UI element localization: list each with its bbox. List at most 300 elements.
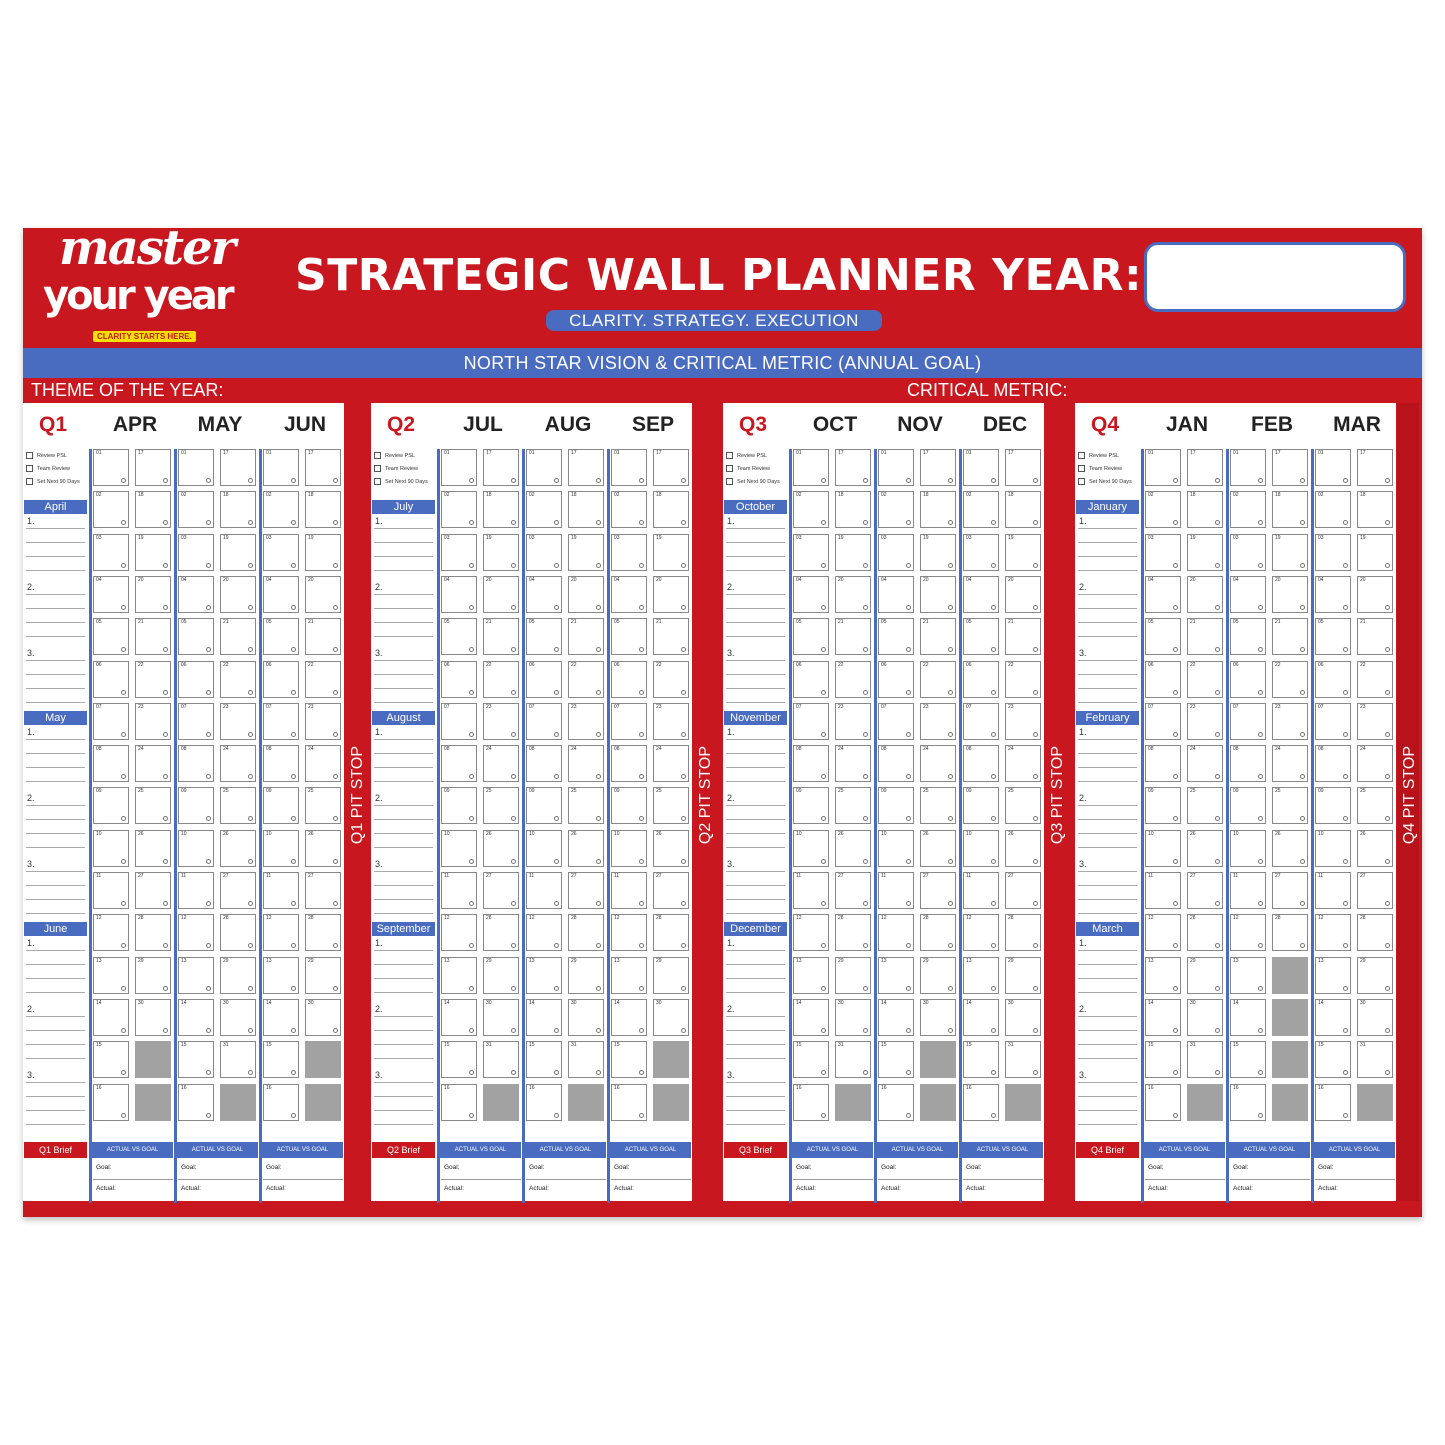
day-cell[interactable] <box>878 661 914 698</box>
day-cell[interactable] <box>93 576 129 613</box>
day-circle[interactable] <box>1343 986 1348 991</box>
day-cell[interactable] <box>1145 872 1181 909</box>
day-circle[interactable] <box>863 816 868 821</box>
day-cell[interactable] <box>526 830 562 867</box>
day-circle[interactable] <box>248 1070 253 1075</box>
day-cell[interactable] <box>1230 830 1266 867</box>
day-cell[interactable] <box>526 534 562 571</box>
day-cell[interactable] <box>220 957 256 994</box>
day-circle[interactable] <box>469 520 474 525</box>
day-circle[interactable] <box>206 1113 211 1118</box>
day-cell[interactable] <box>793 661 829 698</box>
day-circle[interactable] <box>1343 732 1348 737</box>
day-circle[interactable] <box>1343 1113 1348 1118</box>
day-circle[interactable] <box>1300 690 1305 695</box>
day-cell[interactable] <box>263 830 299 867</box>
day-cell[interactable] <box>1230 491 1266 528</box>
day-cell[interactable] <box>920 618 956 655</box>
checklist-item[interactable] <box>372 475 435 488</box>
day-circle[interactable] <box>681 563 686 568</box>
day-cell[interactable] <box>1315 830 1351 867</box>
day-cell[interactable] <box>653 787 689 824</box>
day-circle[interactable] <box>821 816 826 821</box>
day-circle[interactable] <box>206 816 211 821</box>
day-cell[interactable] <box>611 957 647 994</box>
day-circle[interactable] <box>681 605 686 610</box>
day-cell[interactable] <box>1005 999 1041 1036</box>
day-cell[interactable] <box>1315 957 1351 994</box>
day-circle[interactable] <box>291 816 296 821</box>
day-circle[interactable] <box>863 690 868 695</box>
goal-entry[interactable] <box>372 580 435 646</box>
day-cell[interactable] <box>1187 534 1223 571</box>
day-cell[interactable] <box>878 618 914 655</box>
day-circle[interactable] <box>163 1028 168 1033</box>
day-circle[interactable] <box>863 943 868 948</box>
day-cell[interactable] <box>1005 576 1041 613</box>
day-circle[interactable] <box>596 901 601 906</box>
day-circle[interactable] <box>639 774 644 779</box>
day-circle[interactable] <box>121 478 126 483</box>
day-cell[interactable] <box>920 999 956 1036</box>
day-cell[interactable] <box>1187 618 1223 655</box>
goal-entry[interactable] <box>24 936 87 1002</box>
day-cell[interactable] <box>611 661 647 698</box>
day-circle[interactable] <box>554 690 559 695</box>
day-circle[interactable] <box>821 732 826 737</box>
goal-line[interactable] <box>93 1179 173 1180</box>
day-cell[interactable] <box>1272 661 1308 698</box>
day-cell[interactable] <box>835 787 871 824</box>
day-cell[interactable] <box>441 745 477 782</box>
day-cell[interactable] <box>1187 999 1223 1036</box>
day-circle[interactable] <box>906 520 911 525</box>
day-cell[interactable] <box>1315 576 1351 613</box>
day-circle[interactable] <box>863 1028 868 1033</box>
day-cell[interactable] <box>611 618 647 655</box>
day-circle[interactable] <box>1215 690 1220 695</box>
day-circle[interactable] <box>333 859 338 864</box>
day-cell[interactable] <box>1187 491 1223 528</box>
goal-line[interactable] <box>1230 1179 1310 1180</box>
day-circle[interactable] <box>1300 943 1305 948</box>
day-circle[interactable] <box>991 1028 996 1033</box>
day-circle[interactable] <box>1300 859 1305 864</box>
day-cell[interactable] <box>793 576 829 613</box>
day-circle[interactable] <box>248 859 253 864</box>
day-cell[interactable] <box>793 1041 829 1078</box>
day-cell[interactable] <box>963 1084 999 1121</box>
day-circle[interactable] <box>863 605 868 610</box>
day-cell[interactable] <box>1005 1041 1041 1078</box>
day-circle[interactable] <box>1385 943 1390 948</box>
goal-entry[interactable] <box>1076 725 1139 791</box>
day-cell[interactable] <box>305 534 341 571</box>
day-circle[interactable] <box>1173 1070 1178 1075</box>
day-circle[interactable] <box>1173 943 1178 948</box>
day-circle[interactable] <box>333 901 338 906</box>
day-circle[interactable] <box>291 690 296 695</box>
checklist-item[interactable] <box>372 449 435 462</box>
day-circle[interactable] <box>1173 563 1178 568</box>
day-cell[interactable] <box>568 999 604 1036</box>
day-cell[interactable] <box>920 872 956 909</box>
day-circle[interactable] <box>511 943 516 948</box>
day-cell[interactable] <box>920 830 956 867</box>
day-cell[interactable] <box>835 1041 871 1078</box>
day-circle[interactable] <box>906 1113 911 1118</box>
day-circle[interactable] <box>596 563 601 568</box>
day-circle[interactable] <box>1258 732 1263 737</box>
day-cell[interactable] <box>793 703 829 740</box>
day-cell[interactable] <box>263 787 299 824</box>
day-circle[interactable] <box>639 816 644 821</box>
day-circle[interactable] <box>1385 605 1390 610</box>
day-cell[interactable] <box>1230 449 1266 486</box>
day-cell[interactable] <box>568 830 604 867</box>
day-circle[interactable] <box>596 859 601 864</box>
day-circle[interactable] <box>1258 774 1263 779</box>
day-circle[interactable] <box>511 859 516 864</box>
goal-entry[interactable] <box>724 725 787 791</box>
day-cell[interactable] <box>93 449 129 486</box>
day-circle[interactable] <box>121 1113 126 1118</box>
day-cell[interactable] <box>793 534 829 571</box>
day-cell[interactable] <box>920 449 956 486</box>
goal-entry[interactable] <box>372 791 435 857</box>
goal-entry[interactable] <box>24 514 87 580</box>
day-circle[interactable] <box>906 732 911 737</box>
day-cell[interactable] <box>835 830 871 867</box>
goal-entry[interactable] <box>1076 1068 1139 1134</box>
day-cell[interactable] <box>1145 534 1181 571</box>
day-circle[interactable] <box>906 816 911 821</box>
day-cell[interactable] <box>526 745 562 782</box>
goal-entry[interactable] <box>1076 514 1139 580</box>
day-cell[interactable] <box>178 491 214 528</box>
day-circle[interactable] <box>596 478 601 483</box>
day-cell[interactable] <box>963 1041 999 1078</box>
day-circle[interactable] <box>1215 774 1220 779</box>
goal-line[interactable] <box>178 1179 258 1180</box>
day-circle[interactable] <box>554 605 559 610</box>
day-cell[interactable] <box>878 872 914 909</box>
day-cell[interactable] <box>653 914 689 951</box>
day-circle[interactable] <box>511 816 516 821</box>
day-circle[interactable] <box>863 1070 868 1075</box>
day-circle[interactable] <box>1215 605 1220 610</box>
day-cell[interactable] <box>178 999 214 1036</box>
goal-line[interactable] <box>1315 1179 1395 1180</box>
day-cell[interactable] <box>611 1041 647 1078</box>
day-circle[interactable] <box>863 986 868 991</box>
day-circle[interactable] <box>1173 478 1178 483</box>
day-cell[interactable] <box>178 703 214 740</box>
day-cell[interactable] <box>1005 914 1041 951</box>
day-circle[interactable] <box>511 690 516 695</box>
day-circle[interactable] <box>1385 478 1390 483</box>
day-cell[interactable] <box>526 999 562 1036</box>
day-cell[interactable] <box>305 449 341 486</box>
goal-entry[interactable] <box>1076 857 1139 923</box>
day-cell[interactable] <box>653 534 689 571</box>
day-cell[interactable] <box>568 1041 604 1078</box>
day-cell[interactable] <box>1357 957 1393 994</box>
day-cell[interactable] <box>1272 787 1308 824</box>
day-circle[interactable] <box>639 690 644 695</box>
day-cell[interactable] <box>441 449 477 486</box>
day-circle[interactable] <box>469 859 474 864</box>
day-circle[interactable] <box>681 816 686 821</box>
day-cell[interactable] <box>835 872 871 909</box>
day-cell[interactable] <box>1145 914 1181 951</box>
day-cell[interactable] <box>178 534 214 571</box>
day-cell[interactable] <box>135 787 171 824</box>
day-cell[interactable] <box>878 449 914 486</box>
day-circle[interactable] <box>163 816 168 821</box>
goal-entry[interactable] <box>724 936 787 1002</box>
day-cell[interactable] <box>793 957 829 994</box>
day-circle[interactable] <box>333 690 338 695</box>
goal-entry[interactable] <box>24 580 87 646</box>
day-cell[interactable] <box>963 491 999 528</box>
day-cell[interactable] <box>1230 914 1266 951</box>
day-cell[interactable] <box>1272 872 1308 909</box>
day-circle[interactable] <box>206 690 211 695</box>
day-cell[interactable] <box>835 999 871 1036</box>
day-circle[interactable] <box>1385 520 1390 525</box>
day-cell[interactable] <box>305 745 341 782</box>
day-circle[interactable] <box>639 901 644 906</box>
day-circle[interactable] <box>469 1113 474 1118</box>
day-circle[interactable] <box>1215 943 1220 948</box>
day-cell[interactable] <box>568 872 604 909</box>
day-cell[interactable] <box>920 661 956 698</box>
goal-entry[interactable] <box>372 514 435 580</box>
day-cell[interactable] <box>135 449 171 486</box>
day-circle[interactable] <box>333 816 338 821</box>
day-circle[interactable] <box>163 520 168 525</box>
day-cell[interactable] <box>1315 661 1351 698</box>
day-circle[interactable] <box>248 605 253 610</box>
checklist-item[interactable] <box>724 462 787 475</box>
day-circle[interactable] <box>1343 605 1348 610</box>
day-circle[interactable] <box>333 520 338 525</box>
day-cell[interactable] <box>835 745 871 782</box>
day-cell[interactable] <box>1145 449 1181 486</box>
day-cell[interactable] <box>920 957 956 994</box>
day-cell[interactable] <box>178 661 214 698</box>
day-circle[interactable] <box>1258 605 1263 610</box>
day-cell[interactable] <box>263 491 299 528</box>
day-cell[interactable] <box>611 999 647 1036</box>
goal-entry[interactable] <box>724 580 787 646</box>
day-circle[interactable] <box>1033 520 1038 525</box>
day-circle[interactable] <box>1343 943 1348 948</box>
day-cell[interactable] <box>220 830 256 867</box>
day-cell[interactable] <box>653 491 689 528</box>
day-cell[interactable] <box>1315 618 1351 655</box>
day-circle[interactable] <box>554 520 559 525</box>
day-cell[interactable] <box>793 787 829 824</box>
day-circle[interactable] <box>248 563 253 568</box>
day-circle[interactable] <box>863 901 868 906</box>
day-cell[interactable] <box>1315 872 1351 909</box>
day-circle[interactable] <box>948 732 953 737</box>
day-circle[interactable] <box>121 647 126 652</box>
day-cell[interactable] <box>1315 534 1351 571</box>
day-circle[interactable] <box>991 943 996 948</box>
day-cell[interactable] <box>1145 957 1181 994</box>
day-circle[interactable] <box>906 605 911 610</box>
day-circle[interactable] <box>948 563 953 568</box>
day-circle[interactable] <box>681 859 686 864</box>
day-cell[interactable] <box>568 703 604 740</box>
day-cell[interactable] <box>93 830 129 867</box>
day-cell[interactable] <box>1005 661 1041 698</box>
day-circle[interactable] <box>248 732 253 737</box>
day-cell[interactable] <box>441 787 477 824</box>
day-cell[interactable] <box>963 999 999 1036</box>
day-cell[interactable] <box>220 872 256 909</box>
day-cell[interactable] <box>568 661 604 698</box>
day-circle[interactable] <box>948 774 953 779</box>
day-circle[interactable] <box>1300 732 1305 737</box>
day-cell[interactable] <box>1187 872 1223 909</box>
day-circle[interactable] <box>1033 563 1038 568</box>
day-cell[interactable] <box>483 787 519 824</box>
day-circle[interactable] <box>511 901 516 906</box>
day-circle[interactable] <box>469 1028 474 1033</box>
checklist-item[interactable] <box>1076 475 1139 488</box>
day-cell[interactable] <box>653 957 689 994</box>
day-circle[interactable] <box>469 690 474 695</box>
day-circle[interactable] <box>863 732 868 737</box>
day-cell[interactable] <box>793 745 829 782</box>
day-circle[interactable] <box>1385 986 1390 991</box>
day-circle[interactable] <box>1173 986 1178 991</box>
day-cell[interactable] <box>878 914 914 951</box>
day-circle[interactable] <box>206 1070 211 1075</box>
day-cell[interactable] <box>1230 872 1266 909</box>
day-cell[interactable] <box>1230 576 1266 613</box>
day-circle[interactable] <box>1258 1028 1263 1033</box>
day-cell[interactable] <box>1145 830 1181 867</box>
goal-entry[interactable] <box>1076 791 1139 857</box>
day-cell[interactable] <box>178 872 214 909</box>
day-circle[interactable] <box>554 816 559 821</box>
day-cell[interactable] <box>1005 872 1041 909</box>
day-circle[interactable] <box>596 943 601 948</box>
day-cell[interactable] <box>1230 1084 1266 1121</box>
day-cell[interactable] <box>1357 787 1393 824</box>
day-circle[interactable] <box>163 859 168 864</box>
day-circle[interactable] <box>596 605 601 610</box>
day-cell[interactable] <box>1230 1041 1266 1078</box>
day-cell[interactable] <box>568 745 604 782</box>
day-cell[interactable] <box>963 576 999 613</box>
day-cell[interactable] <box>1315 703 1351 740</box>
day-cell[interactable] <box>483 914 519 951</box>
day-cell[interactable] <box>1187 830 1223 867</box>
day-circle[interactable] <box>821 605 826 610</box>
day-circle[interactable] <box>469 1070 474 1075</box>
day-cell[interactable] <box>135 745 171 782</box>
day-cell[interactable] <box>220 449 256 486</box>
day-circle[interactable] <box>248 647 253 652</box>
day-cell[interactable] <box>963 914 999 951</box>
day-circle[interactable] <box>1033 943 1038 948</box>
day-cell[interactable] <box>135 999 171 1036</box>
day-cell[interactable] <box>263 914 299 951</box>
day-cell[interactable] <box>611 534 647 571</box>
day-cell[interactable] <box>441 534 477 571</box>
day-circle[interactable] <box>1033 816 1038 821</box>
day-circle[interactable] <box>906 986 911 991</box>
day-cell[interactable] <box>1005 787 1041 824</box>
day-cell[interactable] <box>611 745 647 782</box>
day-cell[interactable] <box>178 914 214 951</box>
day-circle[interactable] <box>554 901 559 906</box>
goal-line[interactable] <box>611 1179 691 1180</box>
day-circle[interactable] <box>821 690 826 695</box>
day-cell[interactable] <box>220 999 256 1036</box>
day-cell[interactable] <box>526 576 562 613</box>
day-circle[interactable] <box>511 1070 516 1075</box>
day-cell[interactable] <box>1272 914 1308 951</box>
day-cell[interactable] <box>178 745 214 782</box>
day-cell[interactable] <box>920 576 956 613</box>
day-cell[interactable] <box>93 703 129 740</box>
day-circle[interactable] <box>163 986 168 991</box>
day-circle[interactable] <box>469 732 474 737</box>
day-circle[interactable] <box>1033 1070 1038 1075</box>
day-circle[interactable] <box>121 986 126 991</box>
goal-entry[interactable] <box>24 1002 87 1068</box>
day-cell[interactable] <box>653 703 689 740</box>
day-circle[interactable] <box>121 563 126 568</box>
day-circle[interactable] <box>206 859 211 864</box>
day-cell[interactable] <box>178 957 214 994</box>
day-circle[interactable] <box>821 943 826 948</box>
day-cell[interactable] <box>1230 957 1266 994</box>
day-circle[interactable] <box>1343 901 1348 906</box>
day-cell[interactable] <box>963 703 999 740</box>
day-cell[interactable] <box>793 830 829 867</box>
day-circle[interactable] <box>291 732 296 737</box>
day-cell[interactable] <box>220 534 256 571</box>
day-cell[interactable] <box>835 449 871 486</box>
day-circle[interactable] <box>821 774 826 779</box>
day-circle[interactable] <box>1173 732 1178 737</box>
day-circle[interactable] <box>163 605 168 610</box>
day-cell[interactable] <box>483 830 519 867</box>
checkbox[interactable] <box>726 465 733 472</box>
day-circle[interactable] <box>681 986 686 991</box>
day-circle[interactable] <box>639 1113 644 1118</box>
day-circle[interactable] <box>1173 520 1178 525</box>
day-circle[interactable] <box>1258 901 1263 906</box>
checkbox[interactable] <box>374 452 381 459</box>
day-cell[interactable] <box>1315 787 1351 824</box>
day-circle[interactable] <box>248 690 253 695</box>
day-circle[interactable] <box>1173 605 1178 610</box>
day-circle[interactable] <box>291 943 296 948</box>
day-cell[interactable] <box>305 872 341 909</box>
day-circle[interactable] <box>681 647 686 652</box>
day-circle[interactable] <box>1343 859 1348 864</box>
day-cell[interactable] <box>963 787 999 824</box>
